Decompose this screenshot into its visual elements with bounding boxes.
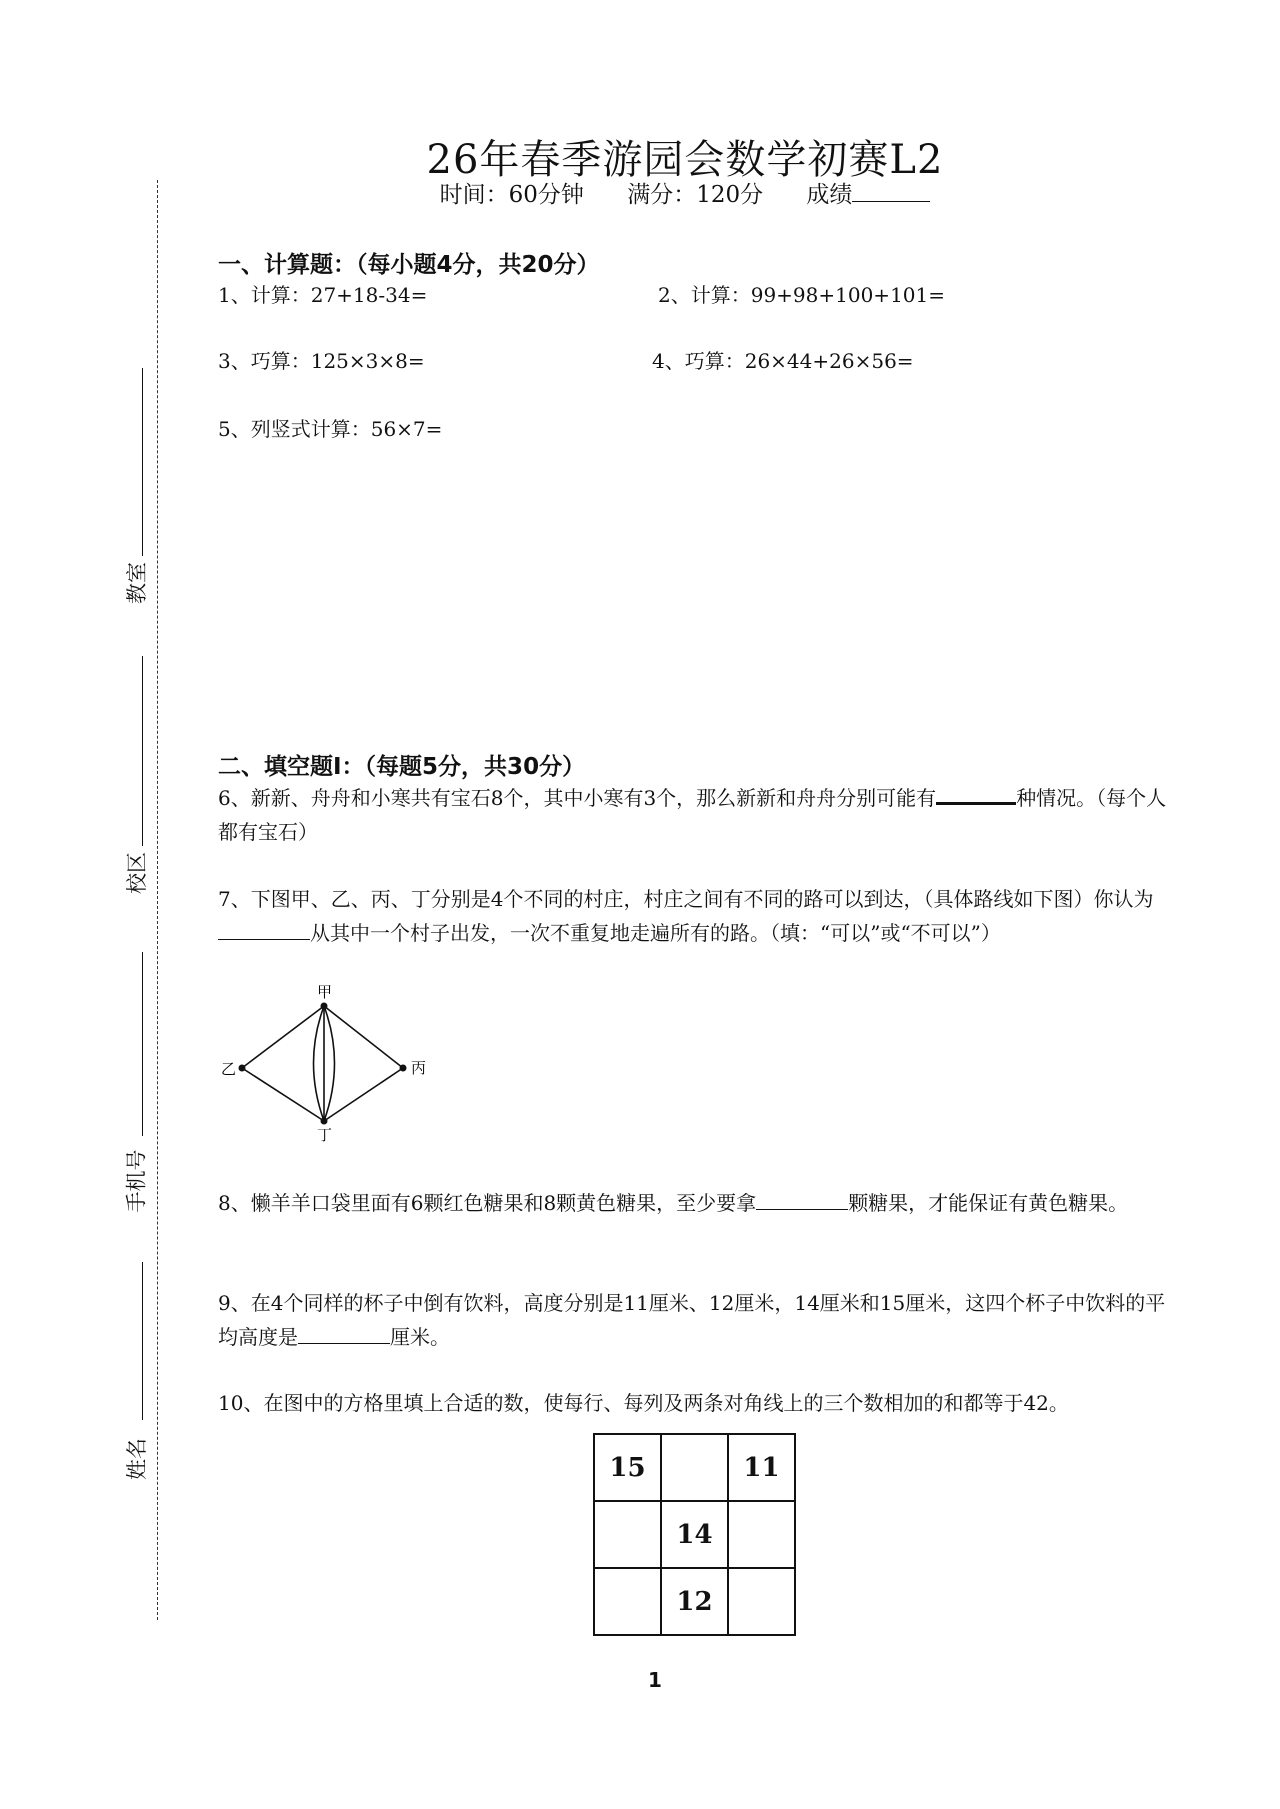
grid-cell[interactable]: 14 bbox=[661, 1501, 728, 1568]
grid-row bbox=[594, 1434, 795, 1501]
question-8-text-a: 8、懒羊羊口袋里面有6颗红色糖果和8颗黄色糖果，至少要拿 bbox=[218, 1191, 757, 1215]
question-7-text-b: 从其中一个村子出发，一次不重复地走遍所有的路。（填：“可以”或“不可以”） bbox=[310, 921, 1001, 945]
route-jia-bing bbox=[324, 1006, 403, 1068]
question-9-text-a: 9、在4个同样的杯子中倒有饮料，高度分别是11厘米、12厘米，14厘米和15厘米，这四个杯子中饮料的平均高度是 bbox=[218, 1291, 1166, 1349]
binding-dashed-line bbox=[157, 180, 158, 1620]
grid-cell[interactable]: 12 bbox=[661, 1568, 728, 1635]
question-7 bbox=[218, 882, 1178, 950]
exam-info bbox=[0, 176, 1280, 209]
grid-cell[interactable] bbox=[661, 1434, 728, 1501]
grid-cell[interactable] bbox=[594, 1568, 661, 1635]
route-jia-ding-right bbox=[324, 1006, 335, 1121]
exam-time: 时间：60分钟 bbox=[439, 182, 584, 208]
name-label: 姓名 bbox=[125, 1438, 149, 1480]
grid-row bbox=[594, 1568, 795, 1635]
question-6-answer-blank[interactable] bbox=[936, 780, 1016, 805]
question-2: 2、计算：99+98+100+101= bbox=[658, 283, 946, 307]
village-bing-dot bbox=[400, 1065, 407, 1072]
village-bing-label: 丙 bbox=[411, 1059, 427, 1077]
score-label: 成绩 bbox=[806, 182, 853, 208]
village-jia-label: 甲 bbox=[317, 983, 333, 1001]
route-jia-ding-left bbox=[314, 1006, 325, 1121]
route-yi-jia bbox=[242, 1006, 324, 1068]
question-8-text-b: 颗糖果，才能保证有黄色糖果。 bbox=[848, 1191, 1129, 1215]
question-9 bbox=[218, 1286, 1178, 1354]
question-7-text-a: 7、下图甲、乙、丙、丁分别是4个不同的村庄，村庄之间有不同的路可以到达，（具体路线如下图）你认为 bbox=[218, 887, 1154, 911]
name-blank-line bbox=[142, 1262, 143, 1420]
question-6 bbox=[218, 780, 1178, 849]
question-1: 1、计算：27+18-34= bbox=[218, 283, 428, 307]
route-yi-ding bbox=[242, 1068, 324, 1121]
grid-row bbox=[594, 1501, 795, 1568]
village-jia-dot bbox=[321, 1003, 328, 1010]
campus-blank-line bbox=[142, 656, 143, 846]
question-7-answer-blank[interactable] bbox=[218, 917, 310, 940]
route-ding-bing bbox=[324, 1068, 403, 1121]
page-number: 1 bbox=[648, 1668, 662, 1692]
village-yi-label: 乙 bbox=[221, 1060, 237, 1078]
question-4: 4、巧算：26×44+26×56= bbox=[652, 349, 914, 373]
phone-label: 手机号 bbox=[124, 1149, 149, 1213]
magic-square-grid bbox=[593, 1433, 796, 1636]
grid-cell[interactable] bbox=[728, 1568, 795, 1635]
score-blank bbox=[852, 181, 930, 202]
grid-cell[interactable]: 15 bbox=[594, 1434, 661, 1501]
section1-heading: 一、计算题：（每小题4分，共20分） bbox=[218, 252, 600, 278]
question-5: 5、列竖式计算：56×7= bbox=[218, 417, 443, 441]
exam-full-score: 满分：120分 bbox=[627, 182, 764, 208]
question-6-text-b: 种情况。（每个人都有宝石） bbox=[218, 786, 1167, 844]
question-8 bbox=[218, 1186, 1178, 1220]
village-ding-dot bbox=[321, 1118, 328, 1125]
question-3: 3、巧算：125×3×8= bbox=[218, 349, 425, 373]
question-8-answer-blank[interactable] bbox=[756, 1187, 848, 1210]
question-6-text-a: 6、新新、舟舟和小寒共有宝石8个，其中小寒有3个，那么新新和舟舟分别可能有 bbox=[218, 786, 937, 810]
village-route-diagram bbox=[200, 982, 440, 1142]
grid-cell[interactable] bbox=[594, 1501, 661, 1568]
phone-blank-line bbox=[142, 952, 143, 1136]
campus-label: 校区 bbox=[125, 852, 149, 894]
question-10: 10、在图中的方格里填上合适的数，使每行、每列及两条对角线上的三个数相加的和都等于42。 bbox=[218, 1391, 1069, 1415]
grid-cell[interactable]: 11 bbox=[728, 1434, 795, 1501]
grid-cell[interactable] bbox=[728, 1501, 795, 1568]
page-title: 26年春季游园会数学初赛L2 bbox=[426, 137, 944, 183]
exam-score bbox=[806, 176, 930, 209]
classroom-label: 教室 bbox=[125, 562, 149, 604]
village-yi-dot bbox=[239, 1065, 246, 1072]
village-ding-label: 丁 bbox=[317, 1126, 333, 1142]
section2-heading: 二、填空题Ⅰ：（每题5分，共30分） bbox=[218, 754, 586, 780]
question-9-text-b: 厘米。 bbox=[390, 1325, 450, 1349]
question-9-answer-blank[interactable] bbox=[298, 1321, 390, 1344]
classroom-blank-line bbox=[142, 368, 143, 556]
